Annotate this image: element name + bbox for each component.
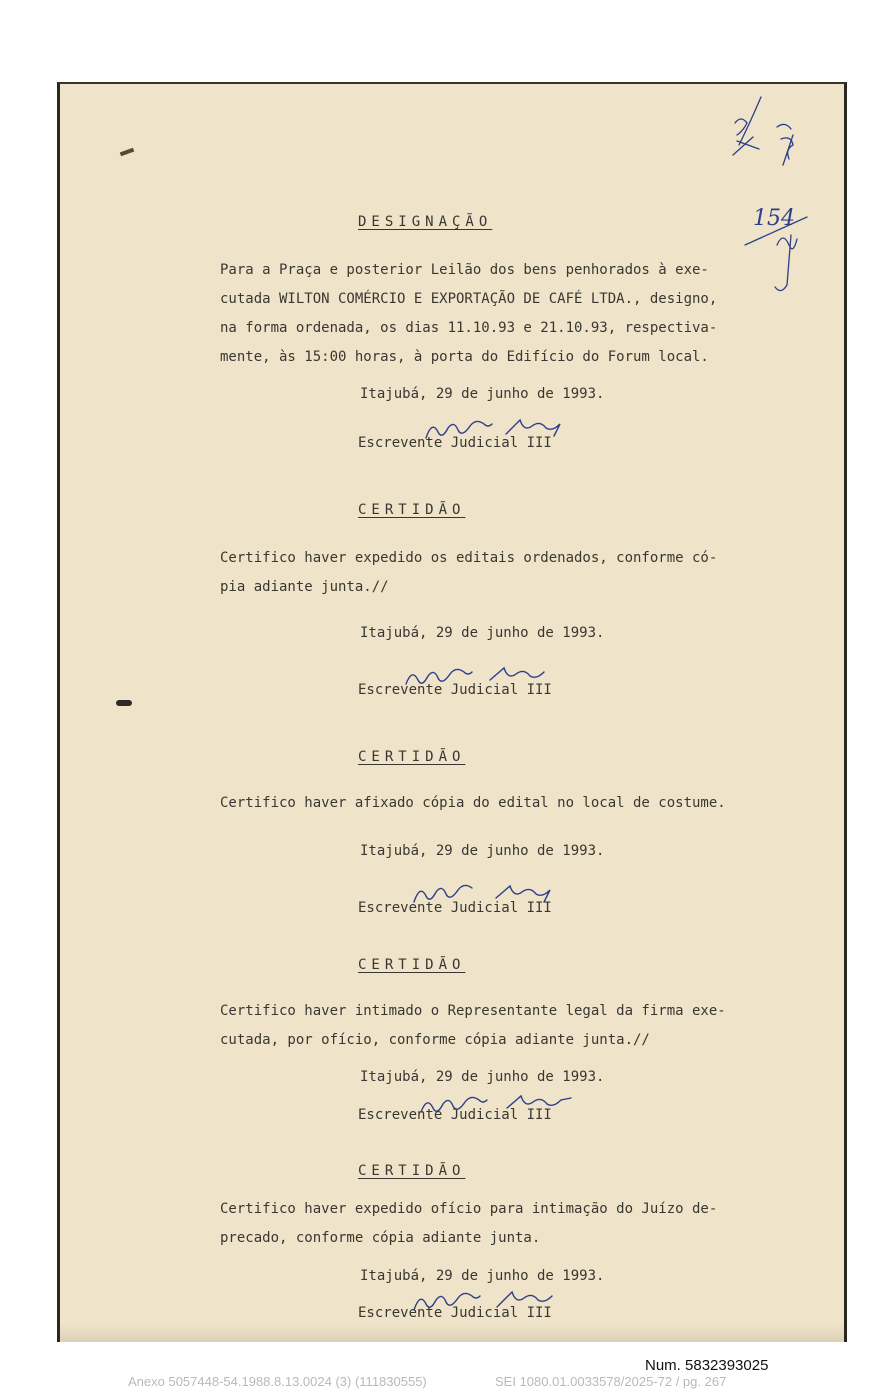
ink-blot-mark bbox=[116, 700, 132, 706]
designacao-date: Itajubá, 29 de junho de 1993. bbox=[360, 386, 605, 402]
certidao-3-line: cutada, por ofício, conforme cópia adiante junta.// bbox=[220, 1032, 650, 1048]
certidao-3-signer: Escrevente Judicial III bbox=[358, 1107, 552, 1123]
certidao-4-line: Certifico haver expedido ofício para intimação do Juízo de- bbox=[220, 1201, 718, 1217]
certidao-1-line: Certifico haver expedido os editais ordenados, conforme có- bbox=[220, 550, 718, 566]
designacao-heading: DESIGNAÇÃO bbox=[358, 214, 493, 230]
designacao-body bbox=[220, 256, 780, 372]
certidao-2-body bbox=[220, 789, 780, 818]
designacao-line: cutada WILTON COMÉRCIO E EXPORTAÇÃO DE CAFÉ LTDA., designo, bbox=[220, 291, 718, 307]
certidao-3-line: Certifico haver intimado o Representante legal da firma exe- bbox=[220, 1003, 726, 1019]
sei-reference: SEI 1080.01.0033578/2025-72 / pg. 267 bbox=[495, 1374, 727, 1389]
certidao-1-line: pia adiante junta.// bbox=[220, 579, 389, 595]
certidao-3-date: Itajubá, 29 de junho de 1993. bbox=[360, 1069, 605, 1085]
page-annotation-number: 154 bbox=[753, 206, 795, 231]
certidao-2-date: Itajubá, 29 de junho de 1993. bbox=[360, 843, 605, 859]
designacao-signer: Escrevente Judicial III bbox=[358, 435, 552, 451]
certidao-4-body bbox=[220, 1195, 780, 1253]
certidao-2-heading: CERTIDÃO bbox=[358, 749, 466, 765]
certidao-4-heading: CERTIDÃO bbox=[358, 1163, 466, 1179]
certidao-3-body bbox=[220, 997, 780, 1055]
certidao-4-signer: Escrevente Judicial III bbox=[358, 1305, 552, 1321]
certidao-1-body bbox=[220, 544, 780, 602]
certidao-3-heading: CERTIDÃO bbox=[358, 957, 466, 973]
certidao-2-signer: Escrevente Judicial III bbox=[358, 900, 552, 916]
designacao-line: na forma ordenada, os dias 11.10.93 e 21.10.93, respectiva- bbox=[220, 320, 718, 336]
certidao-1-heading: CERTIDÃO bbox=[358, 502, 466, 518]
anexo-reference: Anexo 5057448-54.1988.8.13.0024 (3) (111830555) bbox=[128, 1374, 427, 1389]
certidao-4-line: precado, conforme cópia adiante junta. bbox=[220, 1230, 541, 1246]
designacao-line: Para a Praça e posterior Leilão dos bens penhorados à exe- bbox=[220, 262, 709, 278]
certidao-4-date: Itajubá, 29 de junho de 1993. bbox=[360, 1268, 605, 1284]
certidao-1-date: Itajubá, 29 de junho de 1993. bbox=[360, 625, 605, 641]
designacao-line: mente, às 15:00 horas, à porta do Edifício do Forum local. bbox=[220, 349, 709, 365]
certidao-2-line: Certifico haver afixado cópia do edital no local de costume. bbox=[220, 795, 726, 811]
certidao-1-signer: Escrevente Judicial III bbox=[358, 682, 552, 698]
document-number: Num. 5832393025 bbox=[645, 1357, 769, 1374]
